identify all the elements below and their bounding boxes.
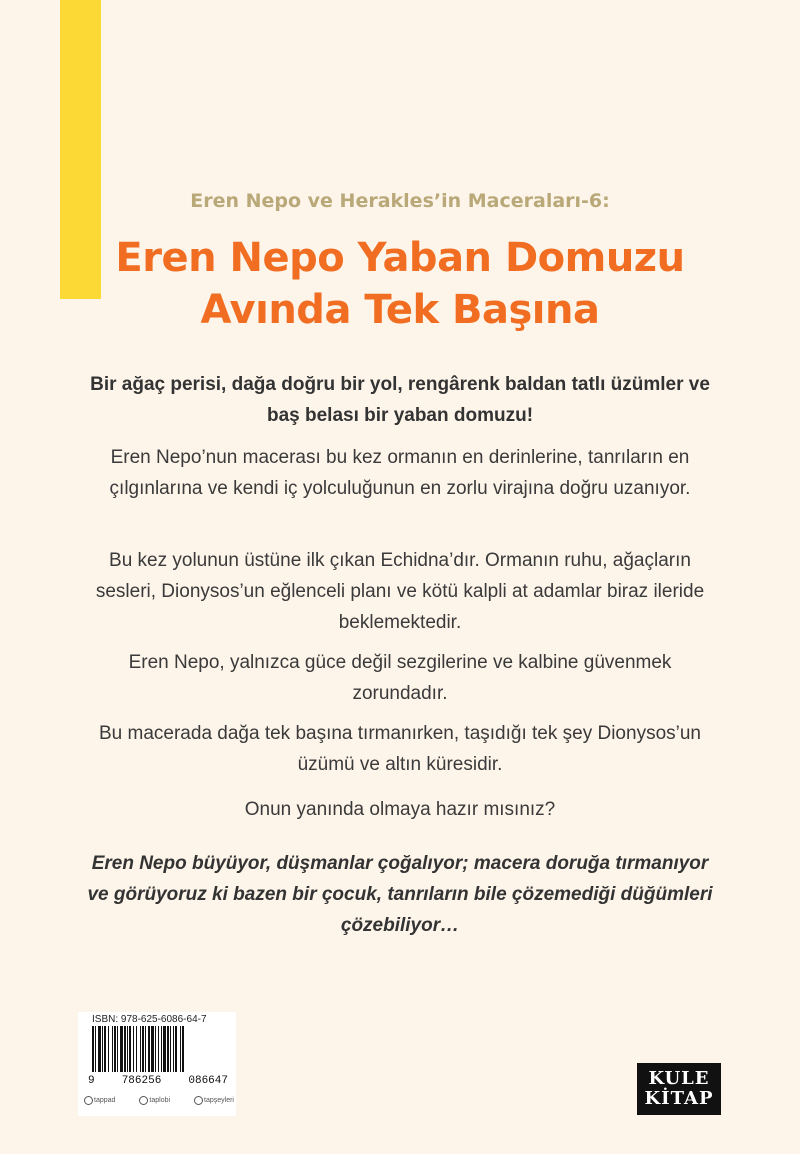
blurb-paragraph-5: Bu macerada dağa tek başına tırmanırken, taşıdığı tek şey Dionysos’un üzümü ve altın küresidir. — [99, 723, 701, 775]
barcode-stripe — [108, 1026, 109, 1072]
barcode-stripe — [167, 1026, 169, 1072]
book-title-line-2: Avında Tek Başına — [200, 287, 600, 333]
isbn-text: ISBN: 978-625-6086-64-7 — [92, 1014, 207, 1025]
book-title — [0, 232, 800, 336]
barcode-icon — [88, 1026, 230, 1076]
barcode-digit-first: 9 — [88, 1075, 95, 1087]
barcode-stripe — [112, 1026, 113, 1072]
barcode-stripe — [180, 1026, 181, 1072]
publisher-logo — [637, 1063, 721, 1115]
barcode-stripe — [151, 1026, 154, 1072]
blurb-intro: Bir ağaç perisi, dağa doğru bir yol, rengârenk baldan tatlı üzümler ve baş belası bir yaban domuzu! — [90, 374, 710, 426]
blurb-paragraph-4: Eren Nepo, yalnızca güce değil sezgilerine ve kalbine güvenmek zorundadır. — [128, 652, 672, 704]
logo-taplobi: taplobi — [139, 1096, 170, 1105]
barcode-stripe — [175, 1026, 177, 1072]
barcode-stripe — [148, 1026, 150, 1072]
barcode-stripe — [163, 1026, 166, 1072]
barcode-stripe — [102, 1026, 103, 1072]
barcode-stripe — [124, 1026, 126, 1072]
barcode-stripe — [155, 1026, 156, 1072]
blurb-question: Onun yanında olmaya hazır mısınız? — [244, 799, 556, 820]
taplobi-icon — [139, 1096, 148, 1105]
barcode-stripe — [129, 1026, 131, 1072]
barcode-stripe — [120, 1026, 123, 1072]
blurb-paragraph-3: Bu kez yolunun üstüne ilk çıkan Echidna’dır. Ormanın ruhu, ağaçların sesleri, Dionysos’un eğlenceli planı ve kötü kalpli at adamlar biraz ileride beklemektedir. — [95, 550, 705, 633]
brand-logos — [84, 1096, 234, 1105]
barcode-stripe — [145, 1026, 146, 1072]
barcode-stripe — [182, 1026, 184, 1072]
logo-tappad: tappad — [84, 1096, 115, 1105]
barcode-stripe — [140, 1026, 141, 1072]
barcode-stripe — [95, 1026, 96, 1072]
tappad-icon — [84, 1096, 93, 1105]
publisher-line-1: KULE — [648, 1068, 710, 1089]
book-title-line-1: Eren Nepo Yaban Domuzu — [115, 235, 685, 281]
barcode-stripe — [161, 1026, 162, 1072]
barcode-stripe — [158, 1026, 159, 1072]
barcode-digits-left: 786256 — [121, 1075, 162, 1087]
logo-tapseyleri: tapşeyleri — [194, 1096, 234, 1105]
barcode-stripe — [98, 1026, 101, 1072]
blurb-closing: Eren Nepo büyüyor, düşmanlar çoğalıyor; macera doruğa tırmanıyor ve görüyoruz ki bazen bir çocuk, tanrıların bile çözemediği düğümleri çözebiliyor… — [87, 853, 713, 936]
barcode-stripe — [133, 1026, 134, 1072]
barcode-stripe — [114, 1026, 116, 1072]
blurb-paragraph-2: Eren Nepo’nun macerası bu kez ormanın en derinlerine, tanrıların en çılgınlarına ve kendi iç yolculuğunun en zorlu virajına doğru uzanıyor. — [109, 447, 691, 499]
barcode-digits — [88, 1075, 228, 1087]
barcode-stripe — [170, 1026, 171, 1072]
barcode-digits-right: 086647 — [188, 1075, 228, 1087]
publisher-line-2: KİTAP — [644, 1088, 714, 1109]
barcode-stripe — [117, 1026, 118, 1072]
barcode-stripe — [104, 1026, 106, 1072]
tapseyleri-icon — [194, 1096, 203, 1105]
barcode-stripe — [92, 1026, 94, 1072]
barcode-stripe — [127, 1026, 128, 1072]
barcode-stripe — [142, 1026, 144, 1072]
series-subtitle: Eren Nepo ve Herakles’in Maceraları-6: — [190, 190, 610, 212]
barcode-stripe — [173, 1026, 174, 1072]
barcode-stripe — [136, 1026, 137, 1072]
